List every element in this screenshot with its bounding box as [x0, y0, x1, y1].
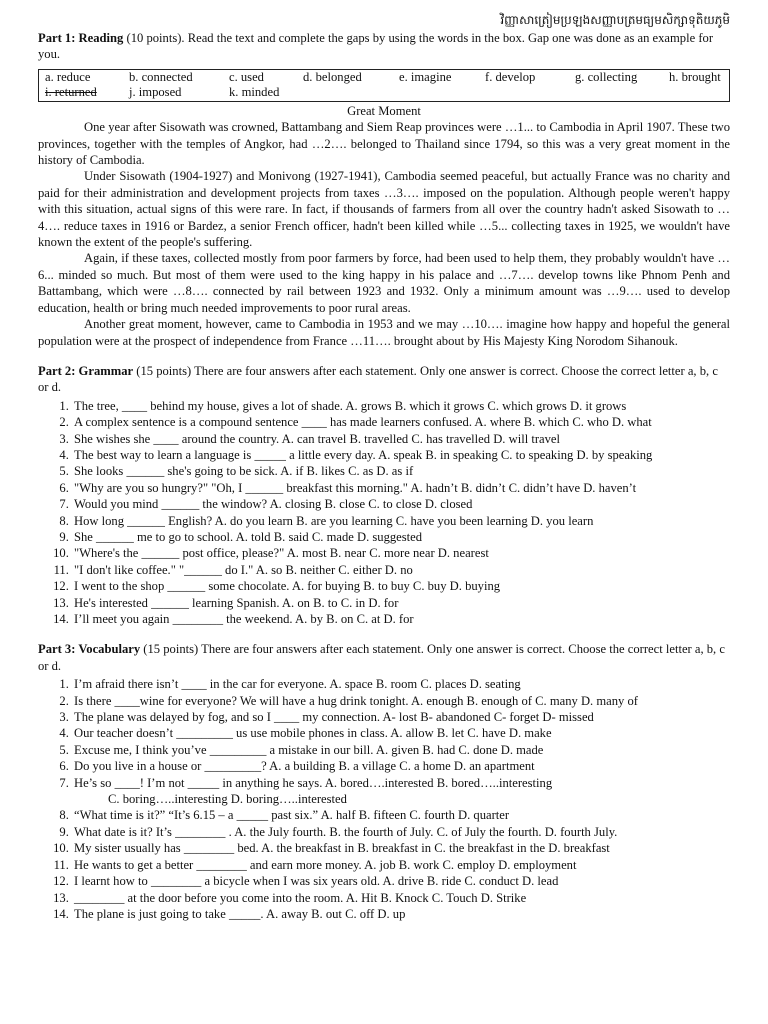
grammar-question: 12. I went to the shop ______ some chocolate. A. for buying B. to buy C. buy D. buying — [72, 578, 730, 594]
vocabulary-question: 3. The plane was delayed by fog, and so I ____ my connection. A- lost B- abandoned C- forget D- missed — [72, 709, 730, 725]
vocabulary-question-text: He’s so ____! I’m not _____ in anything he says. A. bored….interested B. bored…..interesting — [74, 775, 553, 790]
grammar-question-list — [38, 398, 730, 628]
vocabulary-question: 14. The plane is just going to take _____. A. away B. out C. off D. up — [72, 906, 730, 922]
vocabulary-question — [72, 775, 730, 791]
grammar-question: 14. I’ll meet you again ________ the weekend. A. by B. on C. at D. for — [72, 611, 730, 627]
word-box-row-2 — [45, 85, 723, 100]
part3-heading — [38, 641, 730, 674]
grammar-question: 8. How long ______ English? A. do you learn B. are you learning C. have you been learning D. you learn — [72, 513, 730, 529]
part2-heading — [38, 363, 730, 396]
exam-header-khmer: វិញ្ញាសាត្រៀមប្រឡងសញ្ញាបត្រមធ្យមសិក្សាទុតិយភូមិ — [500, 13, 730, 27]
vocabulary-question-list — [38, 676, 730, 922]
word-option: b. connected — [129, 69, 193, 84]
word-option: d. belonged — [303, 69, 362, 84]
vocabulary-question: 6. Do you live in a house or _________? A. a building B. a village C. a home D. an apartment — [72, 758, 730, 774]
reading-title: Great Moment — [347, 103, 421, 118]
vocabulary-question: 10. My sister usually has ________ bed. A. the breakfast in B. breakfast in C. the breakfast in the D. breakfast — [72, 840, 730, 856]
vocabulary-question: 8. “What time is it?” “It’s 6.15 – a _____ past six.” A. half B. fifteen C. fourth D. quarter — [72, 807, 730, 823]
vocabulary-question: 5. Excuse me, I think you’ve _________ a mistake in our bill. A. given B. had C. done D. made — [72, 742, 730, 758]
grammar-question: 9. She ______ me to go to school. A. told B. said C. made D. suggested — [72, 529, 730, 545]
word-option-crossed-out: i. returned — [45, 84, 97, 99]
vocabulary-question: 12. I learnt how to ________ a bicycle when I was six years old. A. drive B. ride C. conduct D. lead — [72, 873, 730, 889]
word-option: c. used — [229, 69, 264, 84]
vocabulary-question: 4. Our teacher doesn’t _________ us use mobile phones in class. A. allow B. let C. have D. make — [72, 725, 730, 741]
reading-paragraph: Under Sisowath (1904-1927) and Monivong (1927-1941), Cambodia seemed peaceful, but actually France was no charity and paid for their administration and development projects from taxes …3…. imposed on the population. Although people weren't happy with this situation, actual signs of this were rare. In fact, if thousands of farmers from all over the country hadn't asked Sisowath to …4…. reduce taxes in 1916 or Bardez, a senior French officer, hadn't been killed while …5... collecting taxes in 1925, we wouldn't have known the extent of the people's suffering. — [38, 169, 730, 250]
word-option: e. imagine — [399, 69, 452, 84]
grammar-question: 6. "Why are you so hungry?" "Oh, I ______ breakfast this morning." A. hadn’t B. didn’t C. didn’t have D. haven’t — [72, 480, 730, 496]
word-option: j. imposed — [129, 84, 182, 99]
grammar-question: 7. Would you mind ______ the window? A. closing B. close C. to close D. closed — [72, 496, 730, 512]
word-box-row-1 — [45, 70, 723, 85]
word-option: h. brought — [669, 69, 721, 84]
part1-label: Part 1: Reading — [38, 31, 124, 45]
vocabulary-question: 9. What date is it? It’s ________ . A. the July fourth. B. the fourth of July. C. of July the fourth. D. fourth July. — [72, 824, 730, 840]
reading-paragraph: Another great moment, however, came to Cambodia in 1953 and we may …10…. imagine how happy and hopeful the general population were at the prospect of independence from France …11…. brought about by His Majesty King Norodom Sihanouk. — [38, 317, 730, 348]
grammar-question: 2. A complex sentence is a compound sentence ____ has made learners confused. A. where B. which C. who D. what — [72, 414, 730, 430]
word-option: k. minded — [229, 84, 280, 99]
word-option: a. reduce — [45, 69, 91, 84]
grammar-question: 4. The best way to learn a language is _____ a little every day. A. speak B. in speaking C. to speaking D. by speaking — [72, 447, 730, 463]
grammar-question: 1. The tree, ____ behind my house, gives a lot of shade. A. grows B. which it grows C. which grows D. it grows — [72, 398, 730, 414]
vocabulary-question-continuation: C. boring…..interesting D. boring…..interested — [108, 792, 347, 807]
part3-instruction: (15 points) There are four answers after each statement. Only one answer is correct. Choose the correct letter a, b, c or d. — [38, 642, 725, 673]
grammar-question: 11. "I don't like coffee." "______ do I." A. so B. neither C. either D. no — [72, 562, 730, 578]
grammar-question: 5. She looks ______ she's going to be sick. A. if B. likes C. as D. as if — [72, 463, 730, 479]
exam-page — [38, 12, 730, 922]
vocabulary-question: 2. Is there ____wine for everyone? We will have a hug drink tonight. A. enough B. enough of C. many D. many of — [72, 693, 730, 709]
vocabulary-question: 1. I’m afraid there isn’t ____ in the car for everyone. A. space B. room C. places D. seating — [72, 676, 730, 692]
reading-paragraph: Again, if these taxes, collected mostly from poor farmers by force, had been used to help them, they probably wouldn't have …6... minded so much. But most of them were used to the king happy in his palace and …7…. develop towns like Phnom Penh and Battambang, which were …8…. connected by rail between 1923 and 1932. Only a minimum amount was …9…. used to develop education, health or bring much needed improvements to poor rural areas. — [38, 251, 730, 315]
grammar-question: 3. She wishes she ____ around the country. A. can travel B. travelled C. has travelled D. will travel — [72, 431, 730, 447]
grammar-question: 10. "Where's the ______ post office, please?" A. most B. near C. more near D. nearest — [72, 545, 730, 561]
word-option: f. develop — [485, 69, 536, 84]
part1-instruction: (10 points). Read the text and complete the gaps by using the words in the box. Gap one was done as an example for you. — [38, 31, 714, 62]
part1-heading — [38, 30, 730, 63]
grammar-question: 13. He's interested ______ learning Spanish. A. on B. to C. in D. for — [72, 595, 730, 611]
reading-paragraph: One year after Sisowath was crowned, Battambang and Siem Reap provinces were …1... to Cambodia in April 1907. These two provinces, together with the temples of Angkor, had …2…. belonged to Thailand since 1794, so this was a very great moment in the history of Cambodia. — [38, 120, 730, 168]
part2-label: Part 2: Grammar — [38, 363, 134, 378]
word-box — [38, 69, 730, 102]
vocabulary-question: 13. ________ at the door before you come into the room. A. Hit B. Knock C. Touch D. Strike — [72, 890, 730, 906]
word-option: g. collecting — [575, 69, 638, 84]
vocabulary-question: 11. He wants to get a better ________ and earn more money. A. job B. work C. employ D. employment — [72, 857, 730, 873]
part2-instruction: (15 points) There are four answers after each statement. Only one answer is correct. Choose the correct letter a, b, c or d. — [38, 363, 718, 395]
part3-label: Part 3: Vocabulary — [38, 642, 141, 657]
